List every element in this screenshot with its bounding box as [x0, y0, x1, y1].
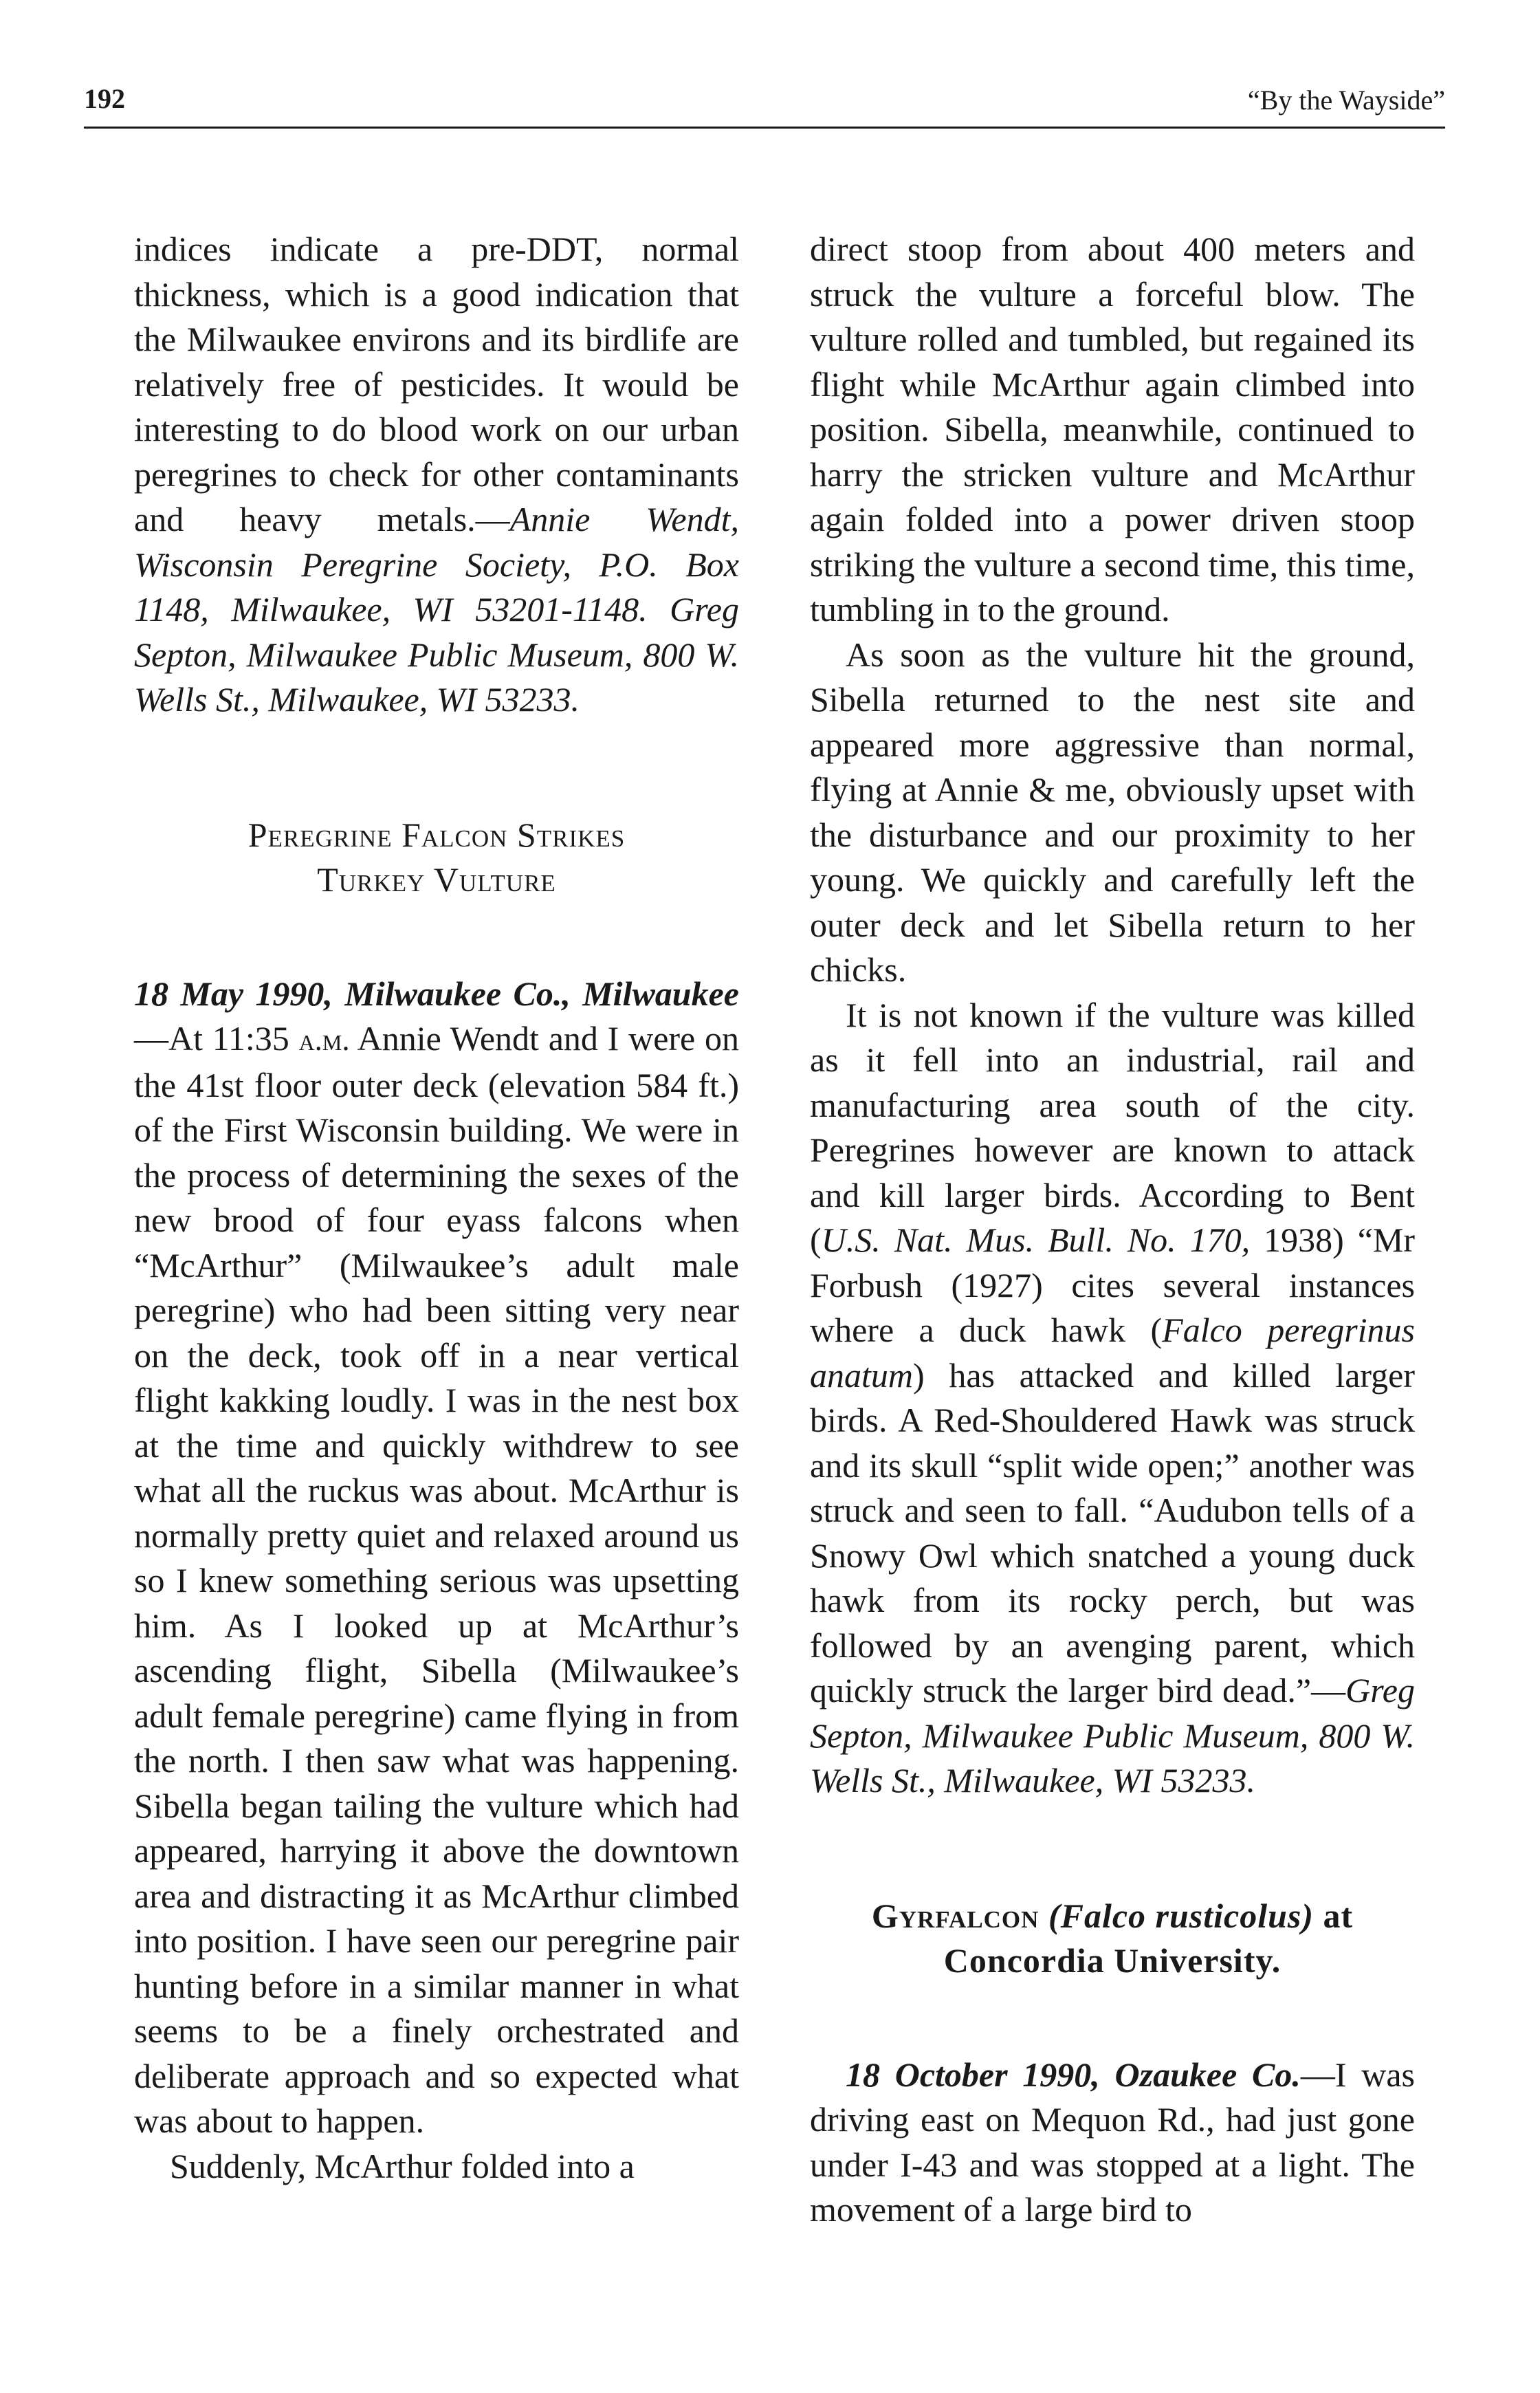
section-heading-peregrine: Peregrine Falcon Strikes Turkey Vulture — [248, 815, 626, 899]
paragraph-bent-citation: It is not known if the vulture was killed as it fell into an industrial, rail and manufacturing area south of the city. Peregrines however are known to attack and kill larger birds. According to Bent (U.S. Nat. Mus. Bull. No. 170, 1938) “Mr Forbush (1927) cites several instances where a duck hawk (Falco peregrinus anatum) has attacked and killed larger birds. A Red-Shouldered Hawk was struck and its skull “split wide open;” another was struck and seen to fall. “Audubon tells of a Snowy Owl which snatched a young duck hawk from its rocky perch, but was followed by an avenging parent, which quickly struck the larger bird dead.”—Greg Septon, Milwaukee Public Museum, 800 W. Wells St., Milwaukee, WI 53233. — [810, 995, 1416, 1800]
paragraph-suddenly: Suddenly, McArthur folded into a — [170, 2146, 635, 2185]
running-title: “By the Wayside” — [1247, 85, 1445, 116]
author-signature: Greg Septon, Milwaukee Public Museum, 800 W. Wells St., Milwaukee, WI 53233. — [810, 1671, 1415, 1800]
right-column — [810, 227, 1415, 2233]
page-number: 192 — [84, 83, 125, 114]
paragraph-pesticides: indices indicate a pre-DDT, normal thickness, which is a good indication that the Milwaukee environs and its birdlife are relatively free of pesticides. It would be interesting to do blood work on our urban peregrines to check for other contaminants and heavy metals.—Annie Wendt, Wisconsin Peregrine Society, P.O. Box 1148, Milwaukee, WI 53201-1148. Greg Septon, Milwaukee Public Museum, 800 W. Wells St., Milwaukee, WI 53233. — [134, 230, 739, 719]
paragraph-stoop: direct stoop from about 400 meters and struck the vulture a forceful blow. The vulture rolled and tumbled, but regained its flight while McArthur again climbed into position. Sibella, meanwhile, continued to harry the stricken vulture and McArthur again folded into a power driven stoop striking the vulture a second time, this time, tumbling in to the ground. — [810, 230, 1415, 629]
dateline: 18 October 1990, Ozaukee Co. — [846, 2055, 1301, 2094]
section-heading-gyrfalcon: Gyrfalcon (Falco rusticolus) at Concordia University. — [871, 1896, 1354, 1980]
left-column — [134, 227, 739, 2189]
dateline: 18 May 1990, Milwaukee Co., Milwaukee — [134, 974, 739, 1013]
author-signature: Annie Wendt, Wisconsin Peregrine Society, P.O. Box 1148, Milwaukee, WI 53201-1148. Greg Septon, Milwaukee Public Museum, 800 W. Wells St., Milwaukee, WI 53233. — [134, 500, 739, 719]
paragraph-gyrfalcon-observation: 18 October 1990, Ozaukee Co.—I was driving east on Mequon Rd., had just gone under I-43 and was stopped at a light. The movement of a large bird to — [810, 2055, 1415, 2229]
paragraph-peregrine-observation: 18 May 1990, Milwaukee Co., Milwaukee—At 11:35 a.m. Annie Wendt and I were on the 41st floor outer deck (elevation 584 ft.) of the First Wisconsin building. We were in the process of determining the sexes of the new brood of four eyass falcons when “McArthur” (Milwaukee’s adult male peregrine) who had been sitting very near on the deck, took off in a near vertical flight kakking loudly. I was in the nest box at the time and quickly withdrew to see what all the ruckus was about. McArthur is normally pretty quiet and relaxed around us so I knew something serious was upsetting him. As I looked up at McArthur’s ascending flight, Sibella (Milwaukee’s adult female peregrine) came flying in from the north. I then saw what was happening. Sibella began tailing the vulture which had appeared, harrying it above the downtown area and distracting it as McArthur climbed into position. I have seen our peregrine pair hunting before in a similar manner in what seems to be a finely orchestrated and deliberate approach and so expected what was about to happen. — [134, 974, 739, 2140]
paragraph-nest-return: As soon as the vulture hit the ground, Sibella returned to the nest site and appeared more aggressive than normal, flying at Annie & me, obviously upset with the disturbance and our proximity to her young. We quickly and carefully left the outer deck and let Sibella return to her chicks. — [810, 635, 1415, 989]
running-header — [84, 77, 1445, 129]
